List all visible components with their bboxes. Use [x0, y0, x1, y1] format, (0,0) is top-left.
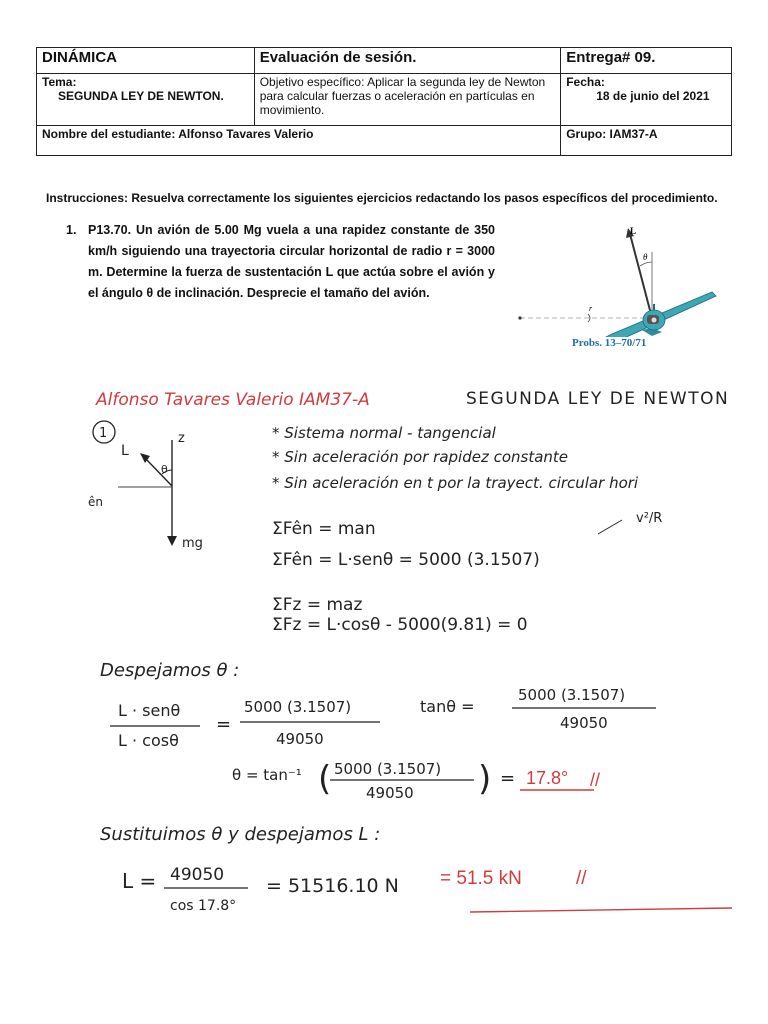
fbd-angle-label: θ	[161, 463, 168, 476]
hw-L-underline	[470, 908, 732, 912]
hw-frac-mid-den: 49050	[276, 730, 324, 748]
problem-number: 1.	[66, 223, 77, 237]
hw-eq1: ΣFên = man	[272, 519, 376, 539]
date: 18 de junio del 2021	[596, 89, 710, 103]
fbd-z-label: z	[178, 431, 185, 446]
hw-side-note: v²/R	[636, 511, 663, 526]
student-name: Nombre del estudiante: Alfonso Tavares Valerio	[42, 127, 314, 141]
lift-label: L	[630, 226, 637, 236]
hw-theta-result: 17.8°	[526, 768, 569, 788]
hw-eq2: ΣFên = L·senθ = 5000 (3.1507)	[272, 550, 540, 570]
hw-L-den: cos 17.8°	[170, 898, 237, 914]
hw-frac-right-den: 49050	[560, 714, 608, 732]
hw-side-arrow	[598, 520, 622, 534]
fbd-lift-vector	[145, 458, 172, 486]
topic: SEGUNDA LEY DE NEWTON.	[58, 89, 224, 103]
hw-equals-1: =	[216, 714, 232, 735]
angle-label: θ	[643, 252, 648, 262]
hw-L-label: L =	[122, 869, 157, 893]
fbd-weight-label: mg	[182, 536, 203, 551]
date-label: Fecha:	[566, 75, 605, 89]
hw-frac-left-den: L · cosθ	[118, 731, 179, 750]
delivery: Entrega# 09.	[566, 49, 656, 66]
hw-note-2: * Sin aceleración por rapidez constante	[272, 448, 569, 466]
radius-label: r	[589, 304, 593, 313]
problem-text: P13.70. Un avión de 5.00 Mg vuela a una rapidez constante de 350 km/h siguiendo una trayectoria circular horizontal de radio r = 3000 m. Determine la fuerza de sustentación L que actúa sobre el avión y el ángulo θ de inclinación. Desprecie el tamaño del avión.	[88, 223, 495, 300]
topic-label: Tema:	[42, 75, 77, 89]
figure-caption: Probs. 13–70/71	[572, 337, 647, 349]
hw-name: Alfonso Tavares Valerio IAM37-A	[96, 390, 370, 410]
fbd-en-label: ên	[88, 495, 103, 509]
group: Grupo: IAM37-A	[566, 127, 658, 141]
hw-theta-check: //	[590, 770, 601, 790]
subject: DINÁMICA	[42, 49, 117, 66]
hw-eq4: ΣFz = L·cosθ - 5000(9.81) = 0	[272, 615, 528, 635]
hw-theta-den: 49050	[366, 784, 414, 802]
fbd-weight-arrowhead	[167, 536, 177, 546]
hw-tan-label: tanθ =	[420, 697, 475, 716]
hw-eq3: ΣFz = maz	[272, 595, 363, 615]
hw-frac-mid-num: 5000 (3.1507)	[244, 698, 352, 716]
hw-circle-number: 1	[99, 426, 108, 441]
hw-L-result: = 51.5 kN	[440, 868, 522, 889]
hw-frac-right-num: 5000 (3.1507)	[518, 686, 626, 704]
hw-step2: Sustituimos θ y despejamos L :	[100, 824, 381, 845]
objective: Objetivo específico: Aplicar la segunda ley de Newton para calcular fuerzas o aceleración en partículas en movimiento.	[259, 75, 546, 117]
hw-title: SEGUNDA LEY DE NEWTON	[466, 389, 730, 409]
hw-step1: Despejamos θ :	[100, 660, 240, 681]
free-body-diagram	[88, 431, 203, 551]
hw-frac-left-num: L · senθ	[118, 701, 181, 720]
fbd-lift-label: L	[121, 443, 129, 459]
hw-note-3: * Sin aceleración en t por la trayect. circular hori	[272, 474, 639, 492]
hw-note-1: * Sistema normal - tangencial	[272, 424, 496, 442]
hw-L-value: = 51516.10 N	[266, 875, 399, 897]
evaluation: Evaluación de sesión.	[259, 49, 417, 66]
hw-equals-2: =	[500, 768, 516, 789]
hw-L-check: //	[576, 868, 587, 889]
hw-paren-close: )	[478, 759, 492, 799]
hw-theta-num: 5000 (3.1507)	[334, 760, 442, 778]
instructions: Instrucciones: Resuelva correctamente los siguientes ejercicios redactando los pasos específicos del procedimiento.	[46, 191, 718, 205]
hw-theta-expr: θ = tan⁻¹	[232, 766, 302, 784]
hw-paren-open: (	[318, 759, 332, 799]
hw-L-num: 49050	[170, 865, 225, 885]
